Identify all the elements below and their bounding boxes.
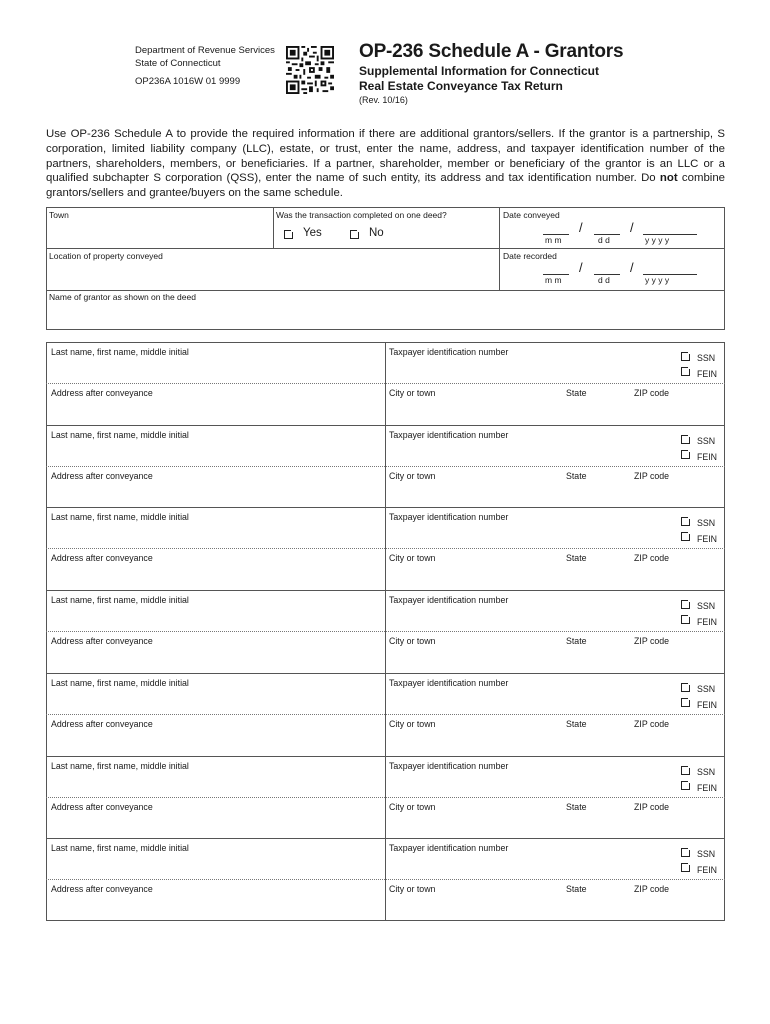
tin-field-label: Taxpayer identification number [389, 347, 509, 357]
intro-text-1: Use OP-236 Schedule A to provide the required information if there are additional grantors/sellers. If the grantor is a partnership, S corporation, limited liability company (LLC), estate, or trust, enter the name, address, and taxpayer identification number of the partners, shareholders, members, or beneficiaries. If a partner, shareholder, member or beneficiary of the grantor is an LLC or a qualified subchapter S corporation (QSS), enter the name of such entity, its address and tax identification number. Do [46, 128, 725, 185]
state-name: State of Connecticut [135, 58, 221, 69]
ssn-label: SSN [697, 766, 716, 777]
divider [273, 208, 274, 248]
ssn-checkbox[interactable] [681, 766, 690, 775]
tin-field-label: Taxpayer identification number [389, 595, 509, 606]
city-field-label: City or town [389, 470, 436, 481]
state-field-label: State [566, 553, 587, 564]
address-field-label: Address after conveyance [51, 388, 153, 398]
grantor-name-field-label: Last name, first name, middle initial [51, 347, 189, 357]
divider [47, 248, 724, 249]
tin-field-label: Taxpayer identification number [389, 843, 509, 854]
divider [47, 290, 724, 291]
divider [499, 208, 500, 290]
form-subtitle-1: Supplemental Information for Connecticut [359, 64, 600, 78]
no-checkbox[interactable] [350, 230, 359, 239]
grantor-entry [46, 507, 725, 590]
ssn-label: SSN [697, 601, 716, 612]
fein-label: FEIN [697, 699, 718, 710]
tin-field-label: Taxpayer identification number [389, 677, 509, 688]
grantor-name-field-label: Last name, first name, middle initial [51, 512, 189, 523]
divider [385, 838, 386, 921]
date-slash: / [579, 260, 583, 275]
grantor-name-field-label: Last name, first name, middle initial [51, 760, 189, 771]
ssn-label: SSN [697, 518, 716, 529]
address-field-label: Address after conveyance [51, 636, 153, 647]
fein-checkbox[interactable] [681, 532, 690, 541]
month-hint: m m [545, 235, 562, 245]
ssn-checkbox[interactable] [681, 517, 690, 526]
divider [385, 590, 386, 673]
qr-code-icon [286, 46, 334, 94]
fein-checkbox[interactable] [681, 781, 690, 790]
state-field-label: State [566, 388, 587, 398]
ssn-label: SSN [697, 683, 716, 694]
fein-checkbox[interactable] [681, 450, 690, 459]
divider [385, 342, 386, 425]
date-recorded-label: Date recorded [503, 251, 557, 261]
state-field-label: State [566, 636, 587, 647]
fein-label: FEIN [697, 451, 718, 462]
date-conveyed-label: Date conveyed [503, 210, 560, 220]
address-field-label: Address after conveyance [51, 801, 153, 812]
ssn-label: SSN [697, 353, 716, 363]
no-label: No [369, 227, 384, 239]
header-agency [135, 44, 275, 88]
zip-field-label: ZIP code [634, 470, 670, 481]
ssn-checkbox[interactable] [681, 352, 690, 361]
grantor-entry [46, 425, 725, 508]
address-field-label: Address after conveyance [51, 470, 153, 481]
year-hint: y y y y [645, 275, 670, 285]
fein-checkbox[interactable] [681, 863, 690, 872]
grantor-entry [46, 756, 725, 839]
fein-label: FEIN [697, 865, 718, 876]
grantor-entry [46, 673, 725, 756]
dept-name: Department of Revenue Services [135, 45, 275, 56]
zip-field-label: ZIP code [634, 718, 670, 729]
grantor-entry [46, 342, 725, 425]
ssn-checkbox[interactable] [681, 435, 690, 444]
divider [385, 507, 386, 590]
grantor-name-label: Name of grantor as shown on the deed [49, 292, 196, 302]
property-info-box [46, 207, 725, 330]
fein-label: FEIN [697, 782, 718, 793]
fein-label: FEIN [697, 534, 718, 545]
state-field-label: State [566, 884, 587, 895]
state-field-label: State [566, 470, 587, 481]
fein-checkbox[interactable] [681, 698, 690, 707]
city-field-label: City or town [389, 388, 436, 398]
revision-date: (Rev. 10/16) [359, 95, 408, 105]
month-hint: m m [545, 275, 562, 285]
grantor-entry [46, 590, 725, 673]
city-field-label: City or town [389, 553, 436, 564]
divider [385, 673, 386, 756]
grantor-entry [46, 838, 725, 921]
fein-checkbox[interactable] [681, 615, 690, 624]
zip-field-label: ZIP code [634, 636, 670, 647]
date-slash: / [579, 220, 583, 235]
address-field-label: Address after conveyance [51, 553, 153, 564]
fein-checkbox[interactable] [681, 367, 690, 376]
date-slash: / [630, 220, 634, 235]
state-field-label: State [566, 718, 587, 729]
zip-field-label: ZIP code [634, 884, 670, 895]
intro-bold: not [659, 172, 678, 185]
day-hint: d d [598, 235, 610, 245]
ssn-label: SSN [697, 435, 716, 446]
grantor-name-field-label: Last name, first name, middle initial [51, 843, 189, 854]
form-code: OP236A 1016W 01 9999 [135, 76, 241, 87]
town-label: Town [49, 210, 69, 220]
tin-field-label: Taxpayer identification number [389, 429, 509, 440]
one-deed-question: Was the transaction completed on one deed? [276, 210, 447, 220]
divider [385, 425, 386, 508]
tin-field-label: Taxpayer identification number [389, 512, 509, 523]
city-field-label: City or town [389, 636, 436, 647]
city-field-label: City or town [389, 718, 436, 729]
instructions-paragraph [46, 127, 725, 201]
fein-label: FEIN [697, 369, 718, 379]
tin-field-label: Taxpayer identification number [389, 760, 509, 771]
grantor-name-field-label: Last name, first name, middle initial [51, 595, 189, 606]
grantor-name-field-label: Last name, first name, middle initial [51, 429, 189, 440]
form-title: OP-236 Schedule A - Grantors [359, 41, 624, 62]
divider [385, 756, 386, 839]
grantor-name-field-label: Last name, first name, middle initial [51, 677, 189, 688]
ssn-checkbox[interactable] [681, 848, 690, 857]
location-label: Location of property conveyed [49, 251, 163, 261]
zip-field-label: ZIP code [634, 801, 670, 812]
intro-text-2: combine grantors/sellers and grantee/buyers on the same schedule. [46, 172, 725, 200]
city-field-label: City or town [389, 884, 436, 895]
day-hint: d d [598, 275, 610, 285]
ssn-label: SSN [697, 849, 716, 860]
ssn-checkbox[interactable] [681, 600, 690, 609]
address-field-label: Address after conveyance [51, 718, 153, 729]
city-field-label: City or town [389, 801, 436, 812]
state-field-label: State [566, 801, 587, 812]
zip-field-label: ZIP code [634, 388, 670, 398]
date-slash: / [630, 260, 634, 275]
form-subtitle-2: Real Estate Conveyance Tax Return [359, 79, 563, 93]
address-field-label: Address after conveyance [51, 884, 153, 895]
year-hint: y y y y [645, 235, 670, 245]
yes-checkbox[interactable] [284, 230, 293, 239]
zip-field-label: ZIP code [634, 553, 670, 564]
ssn-checkbox[interactable] [681, 683, 690, 692]
fein-label: FEIN [697, 617, 718, 628]
yes-label: Yes [303, 227, 322, 239]
